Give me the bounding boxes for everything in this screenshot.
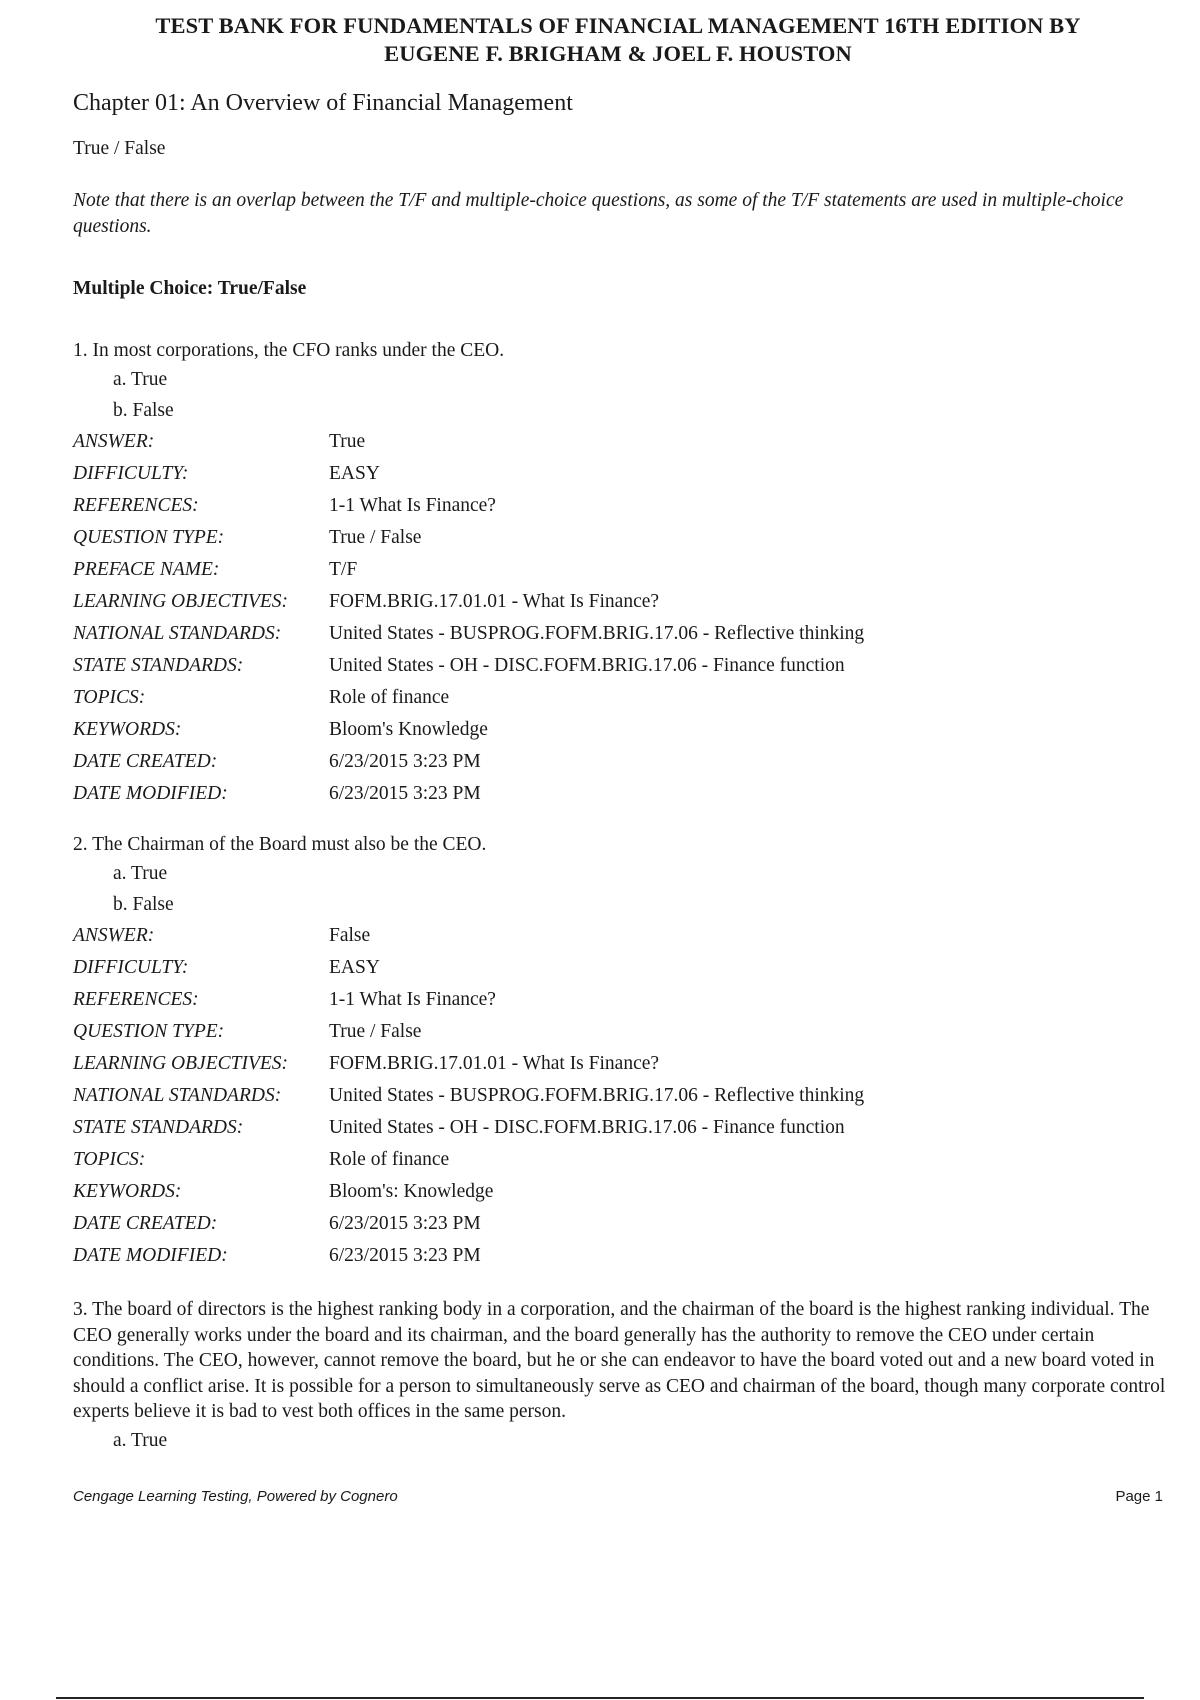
meta-key: STATE STANDARDS: xyxy=(73,654,244,676)
meta-row-question-type xyxy=(73,522,1168,554)
multiple-choice-heading: Multiple Choice: True/False xyxy=(73,278,307,299)
question-3 xyxy=(73,1297,1168,1456)
meta-key: PREFACE NAME: xyxy=(73,558,220,580)
meta-key: TOPICS: xyxy=(73,1148,146,1170)
meta-key: DATE CREATED: xyxy=(73,1212,218,1234)
meta-row-references xyxy=(73,490,1168,522)
meta-value: 6/23/2015 3:23 PM xyxy=(329,782,481,804)
choice-list xyxy=(73,1425,1168,1456)
footer-credit: Cengage Learning Testing, Powered by Cognero xyxy=(73,1488,398,1505)
overlap-note: Note that there is an overlap between the T/F and multiple-choice questions, as some of the T/F statements are used in multiple-choice questions. xyxy=(73,190,1124,237)
meta-row-answer xyxy=(73,920,1168,952)
meta-row-state-standards xyxy=(73,650,1168,682)
meta-row-references xyxy=(73,984,1168,1016)
meta-key: KEYWORDS: xyxy=(73,1180,182,1202)
choice-list xyxy=(73,364,1168,426)
meta-value: T/F xyxy=(329,558,358,580)
question-1 xyxy=(73,338,1168,810)
section-type: True / False xyxy=(73,138,166,159)
meta-value: Role of finance xyxy=(329,1148,450,1170)
choice-true: a. True xyxy=(113,862,168,884)
document-title-line2: EUGENE F. BRIGHAM & JOEL F. HOUSTON xyxy=(384,41,852,66)
meta-value: EASY xyxy=(329,462,380,484)
meta-value: United States - BUSPROG.FOFM.BRIG.17.06 - Reflective thinking xyxy=(329,622,865,644)
meta-row-national-standards xyxy=(73,618,1168,650)
document-title xyxy=(73,10,1163,68)
meta-value: True / False xyxy=(329,526,422,548)
meta-row-keywords xyxy=(73,1176,1168,1208)
meta-row-date-created xyxy=(73,746,1168,778)
bottom-divider xyxy=(56,1697,1144,1699)
meta-value: 6/23/2015 3:23 PM xyxy=(329,1212,481,1234)
meta-key: NATIONAL STANDARDS: xyxy=(73,622,282,644)
question-stem: 2. The Chairman of the Board must also be the CEO. xyxy=(73,834,487,855)
meta-row-difficulty xyxy=(73,952,1168,984)
meta-value: True xyxy=(329,430,366,452)
meta-key: LEARNING OBJECTIVES: xyxy=(73,590,289,612)
meta-key: LEARNING OBJECTIVES: xyxy=(73,1052,289,1074)
page-footer xyxy=(73,1488,1163,1505)
meta-value: False xyxy=(329,924,371,946)
meta-value: 6/23/2015 3:23 PM xyxy=(329,1244,481,1266)
meta-row-state-standards xyxy=(73,1112,1168,1144)
meta-value: United States - BUSPROG.FOFM.BRIG.17.06 - Reflective thinking xyxy=(329,1084,865,1106)
meta-value: Role of finance xyxy=(329,686,450,708)
meta-value: Bloom's: Knowledge xyxy=(329,1180,494,1202)
question-stem: 1. In most corporations, the CFO ranks under the CEO. xyxy=(73,340,505,361)
document-page xyxy=(73,10,1166,1451)
meta-row-preface-name xyxy=(73,554,1168,586)
meta-key: STATE STANDARDS: xyxy=(73,1116,244,1138)
question-stem: 3. The board of directors is the highest ranking body in a corporation, and the chairman of the board is the highest ranking individual. The CEO generally works under the board and its chairman, and the board generally has the authority to remove the CEO under certain conditions. The CEO, however, cannot remove the board, but he or she can endeavor to have the board voted out and a new board voted in should a conflict arise. It is possible for a person to simultaneously serve as CEO and chairman of the board, though many corporate control experts believe it is bad to vest both offices in the same person. xyxy=(73,1299,1166,1422)
meta-value: United States - OH - DISC.FOFM.BRIG.17.06 - Finance function xyxy=(329,654,845,676)
question-metadata xyxy=(73,426,1168,810)
meta-key: ANSWER: xyxy=(73,430,155,452)
meta-key: DIFFICULTY: xyxy=(73,462,189,484)
choice-false: b. False xyxy=(113,399,174,421)
meta-key: QUESTION TYPE: xyxy=(73,526,225,548)
meta-key: DATE MODIFIED: xyxy=(73,782,228,804)
meta-key: KEYWORDS: xyxy=(73,718,182,740)
meta-value: United States - OH - DISC.FOFM.BRIG.17.06 - Finance function xyxy=(329,1116,845,1138)
meta-row-question-type xyxy=(73,1016,1168,1048)
meta-value: EASY xyxy=(329,956,380,978)
meta-value: 1-1 What Is Finance? xyxy=(329,494,496,516)
meta-value: FOFM.BRIG.17.01.01 - What Is Finance? xyxy=(329,590,660,612)
meta-row-topics xyxy=(73,1144,1168,1176)
meta-value: 6/23/2015 3:23 PM xyxy=(329,750,481,772)
meta-row-date-modified xyxy=(73,1240,1168,1272)
page-number: Page 1 xyxy=(1115,1488,1163,1505)
meta-key: NATIONAL STANDARDS: xyxy=(73,1084,282,1106)
document-title-line1: TEST BANK FOR FUNDAMENTALS OF FINANCIAL MANAGEMENT 16TH EDITION BY xyxy=(155,13,1081,38)
meta-key: DATE MODIFIED: xyxy=(73,1244,228,1266)
meta-key: ANSWER: xyxy=(73,924,155,946)
meta-row-learning-objectives xyxy=(73,586,1168,618)
meta-key: TOPICS: xyxy=(73,686,146,708)
meta-value: FOFM.BRIG.17.01.01 - What Is Finance? xyxy=(329,1052,660,1074)
question-metadata xyxy=(73,920,1168,1272)
meta-row-national-standards xyxy=(73,1080,1168,1112)
meta-row-date-modified xyxy=(73,778,1168,810)
question-2 xyxy=(73,832,1168,1272)
chapter-title: Chapter 01: An Overview of Financial Management xyxy=(73,90,573,116)
choice-false: b. False xyxy=(113,893,174,915)
meta-row-keywords xyxy=(73,714,1168,746)
meta-key: QUESTION TYPE: xyxy=(73,1020,225,1042)
meta-row-answer xyxy=(73,426,1168,458)
choice-true: a. True xyxy=(113,1429,168,1451)
choice-true: a. True xyxy=(113,368,168,390)
meta-value: Bloom's Knowledge xyxy=(329,718,488,740)
meta-value: 1-1 What Is Finance? xyxy=(329,988,496,1010)
meta-key: DATE CREATED: xyxy=(73,750,218,772)
meta-key: DIFFICULTY: xyxy=(73,956,189,978)
meta-row-topics xyxy=(73,682,1168,714)
meta-row-difficulty xyxy=(73,458,1168,490)
meta-key: REFERENCES: xyxy=(73,988,199,1010)
meta-row-date-created xyxy=(73,1208,1168,1240)
choice-list xyxy=(73,858,1168,920)
meta-row-learning-objectives xyxy=(73,1048,1168,1080)
meta-key: REFERENCES: xyxy=(73,494,199,516)
meta-value: True / False xyxy=(329,1020,422,1042)
